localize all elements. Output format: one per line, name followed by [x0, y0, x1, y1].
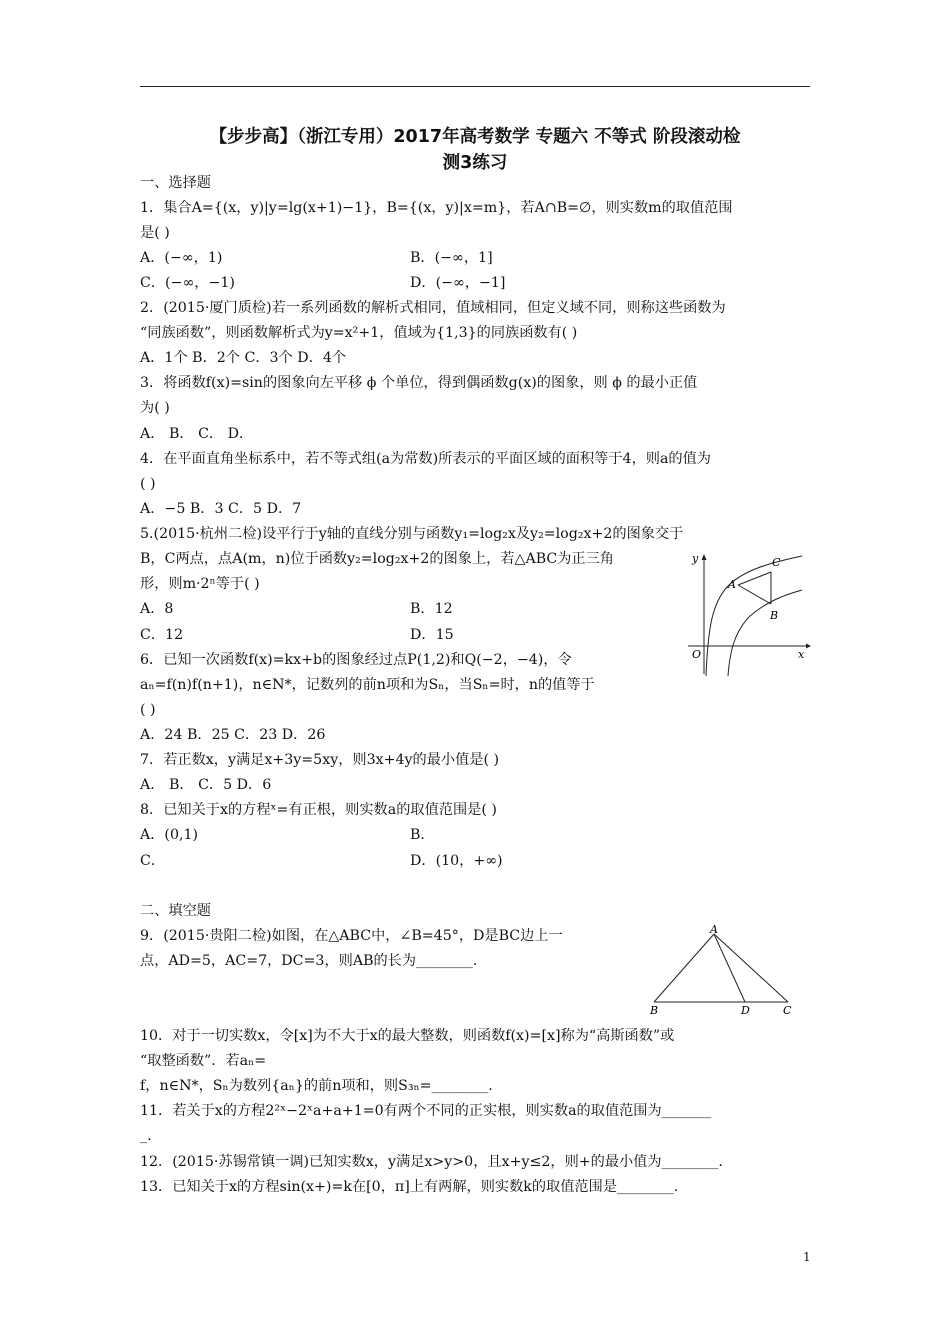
q1-option-a: A．(−∞，1) [140, 250, 223, 266]
q10-line1: 10．对于一切实数x，令[x]为不大于x的最大整数，则函数f(x)=[x]称为“高斯函数”或 [140, 1028, 675, 1044]
section-choice: 一、选择题 [140, 175, 211, 191]
curve-y2 [706, 556, 802, 676]
section-fill: 二、填空题 [140, 903, 211, 919]
q10-line2: “取整函数”．若aₙ= [140, 1053, 267, 1069]
title-line-1: 【步步高】（浙江专用）2017年高考数学 专题六 不等式 阶段滚动检 [209, 127, 741, 147]
label-b: B [770, 609, 779, 622]
segment-ac [738, 572, 771, 585]
q3-options: A． B． C． D． [140, 426, 254, 442]
side-ac [714, 934, 788, 1002]
label-a: A [728, 578, 736, 591]
q7-options: A． B． C．5 D．6 [140, 777, 272, 793]
label-o: O [692, 648, 702, 661]
q12-line1: 12．(2015·苏锡常镇一调)已知实数x，y满足x>y>0，且x+y≤2，则+的最小值为________. [140, 1154, 723, 1170]
q8-option-c: C． [140, 853, 166, 869]
q3-line1: 3．将函数f(x)=sin的图象向左平移 ϕ 个单位，得到偶函数g(x)的图象，则 ϕ 的最小正值 [140, 375, 698, 391]
q8-option-b: B． [410, 827, 435, 843]
segment-ad [714, 934, 745, 1002]
q7-line1: 7．若正数x，y满足x+3y=5xy，则3x+4y的最小值是( ) [140, 752, 500, 768]
q1-option-b: B．(−∞，1] [410, 250, 493, 266]
title-line-2: 测3练习 [442, 153, 508, 173]
q5-option-c: C．12 [140, 627, 184, 643]
q10-line3: f，n∈N*，Sₙ为数列{aₙ}的前n项和，则S₃ₙ=________. [140, 1078, 493, 1094]
q6-line1: 6．已知一次函数f(x)=kx+b的图象经过点P(1,2)和Q(−2，−4)，令 [140, 652, 572, 668]
label-b: B [650, 1004, 659, 1016]
triangle-figure [646, 924, 796, 1016]
q1-line1: 1．集合A={(x，y)|y=lg(x+1)−1}，B={(x，y)|x=m}，若A∩B=∅，则实数m的取值范围 [140, 200, 733, 216]
q4-options: A．−5 B．3 C．5 D．7 [140, 501, 302, 517]
q5-line3: 形，则m·2ⁿ等于( ) [140, 576, 260, 592]
q8-option-a: A．(0,1) [140, 827, 199, 843]
log-graph-figure [684, 548, 814, 676]
label-x: x [798, 648, 805, 661]
side-ab [654, 934, 714, 1002]
q9-line2: 点，AD=5，AC=7，DC=3，则AB的长为________. [140, 953, 478, 969]
q13-line1: 13．已知关于x的方程sin(x+)=k在[0，π]上有两解，则实数k的取值范围是________. [140, 1179, 679, 1195]
q2-line2: “同族函数”，则函数解析式为y=x²+1，值域为{1,3}的同族函数有( ) [140, 325, 578, 341]
q4-line2: ( ) [140, 476, 156, 492]
label-c: C [783, 1004, 792, 1016]
q5-option-a: A．8 [140, 601, 174, 617]
page-title [140, 124, 810, 176]
q6-options: A．24 B．25 C．23 D．26 [140, 727, 326, 743]
label-c: C [772, 556, 781, 569]
q8-line1: 8．已知关于x的方程ˣ=有正根，则实数a的取值范围是( ) [140, 802, 497, 818]
q11-line1: 11．若关于x的方程2²ˣ−2ˣa+a+1=0有两个不同的正实根，则实数a的取值范围为_______ [140, 1103, 712, 1119]
q11-line2: _. [140, 1128, 152, 1144]
q1-line2: 是( ) [140, 225, 170, 241]
label-y: y [692, 552, 699, 565]
x-axis-arrow [806, 644, 811, 649]
segment-ab [738, 585, 771, 604]
q6-line2: aₙ=f(n)f(n+1)，n∈N*，记数列的前n项和为Sₙ，当Sₙ=时，n的值等于 [140, 677, 595, 693]
q4-line1: 4．在平面直角坐标系中，若不等式组(a为常数)所表示的平面区域的面积等于4，则a的值为 [140, 451, 711, 467]
page-number: 1 [803, 1250, 811, 1264]
q2-line1: 2．(2015·厦门质检)若一系列函数的解析式相同，值域相同，但定义域不同，则称这些函数为 [140, 300, 726, 316]
q5-option-b: B．12 [410, 601, 453, 617]
q1-option-d: D．(−∞，−1] [410, 275, 506, 291]
q5-line2: B，C两点，点A(m，n)位于函数y₂=log₂x+2的图象上，若△ABC为正三角 [140, 551, 614, 567]
y-axis-arrow [702, 554, 707, 560]
q9-line1: 9．(2015·贵阳二检)如图，在△ABC中，∠B=45°，D是BC边上一 [140, 928, 563, 944]
label-a: A [710, 924, 718, 936]
q1-option-c: C．(−∞，−1) [140, 275, 235, 291]
q3-line2: 为( ) [140, 400, 170, 416]
q6-line3: ( ) [140, 702, 156, 718]
curve-y1 [728, 590, 802, 676]
q5-option-d: D．15 [410, 627, 454, 643]
q8-option-d: D．(10，+∞) [410, 853, 503, 869]
q5-line1: 5.(2015·杭州二检)设平行于y轴的直线分别与函数y₁=log₂x及y₂=log₂x+2的图象交于 [140, 526, 684, 542]
header-rule [140, 86, 810, 87]
q2-options: A．1个 B．2个 C．3个 D．4个 [140, 350, 347, 366]
label-d: D [741, 1004, 750, 1016]
